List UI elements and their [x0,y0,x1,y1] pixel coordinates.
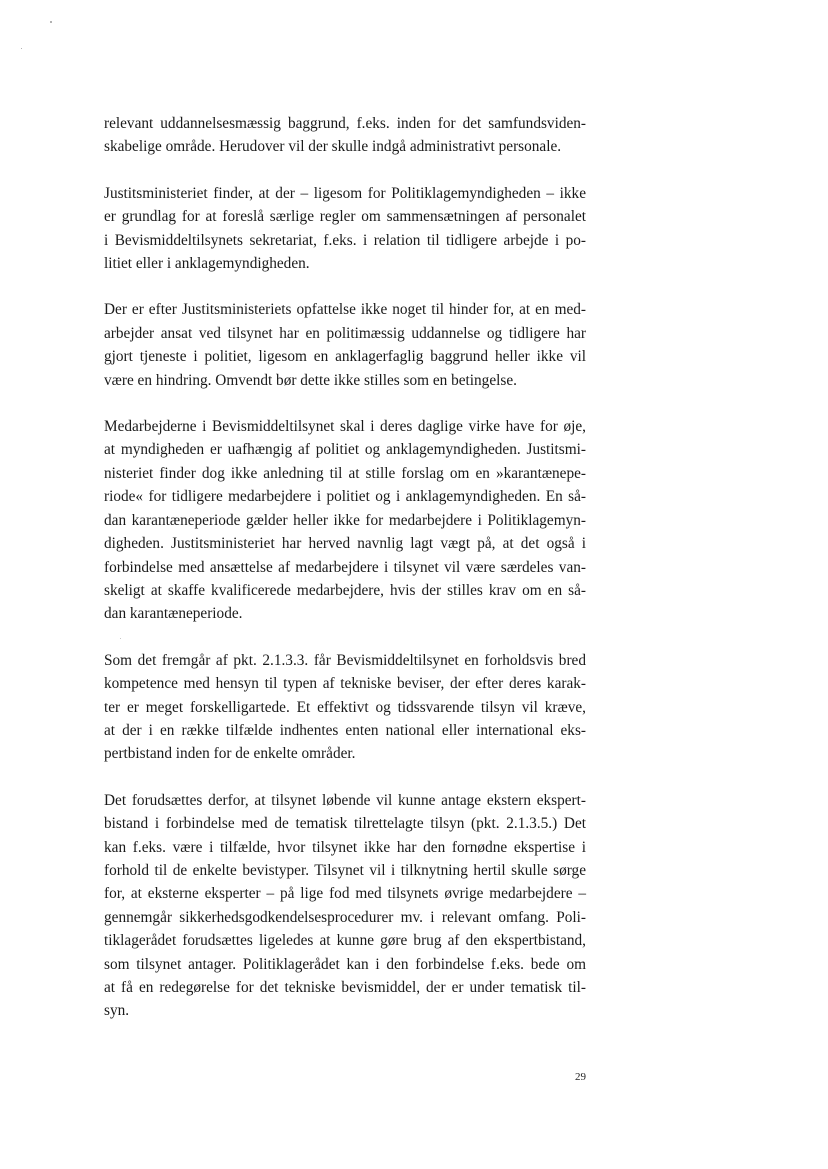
text-line: pertbistand inden for de enkelte områder. [104,745,356,763]
text-line: Som det fremgår af pkt. 2.1.3.3. får Bevismiddeltilsynet en forholdsvis bred [104,651,586,669]
page-number: 29 [575,1071,586,1083]
text-line: dan karantæneperiode. [104,605,243,623]
text-line: skeligt at skaffe kvalificerede medarbejdere, hvis der stilles krav om en så- [104,581,586,599]
text-line: bistand i forbindelse med de tematisk tilrettelagte tilsyn (pkt. 2.1.3.5.) Det [104,815,586,833]
text-line: syn. [104,1002,130,1020]
text-line: Medarbejderne i Bevismiddeltilsynet skal i deres daglige virke have for øje, [104,418,586,436]
text-line: at myndigheden er uafhængig af politiet og anklagemyndigheden. Justitsmi- [104,441,586,459]
text-line: i Bevismiddeltilsynets sekretariat, f.eks. i relation til tidligere arbejde i po- [104,231,586,249]
text-line: Der er efter Justitsministeriets opfattelse ikke noget til hinder for, at en med- [104,301,586,319]
body-text [104,112,586,1046]
text-line: arbejder ansat ved tilsynet har en politimæssig uddannelse og tidligere har [104,324,586,342]
text-line: for, at eksterne eksperter – på lige fod med tilsynets øvrige medarbejdere – [104,885,586,903]
paragraph-1 [104,112,586,159]
text-line: kan f.eks. være i tilfælde, hvor tilsynet ikke har den fornødne ekspertise i [104,838,586,856]
text-line: ter er meget forskelligartede. Et effektivt og tidssvarende tilsyn vil kræve, [104,698,586,716]
text-line: digheden. Justitsministeriet har herved navnlig lagt vægt på, at det også i [104,535,586,553]
text-line: være en hindring. Omvendt bør dette ikke stilles som en betingelse. [104,371,517,389]
text-line: relevant uddannelsesmæssig baggrund, f.eks. inden for det samfundsviden- [104,115,586,132]
text-line: riode« for tidligere medarbejdere i politiet og i anklagemyndigheden. En så- [104,488,586,506]
text-line: tiklagerådet forudsættes ligeledes at kunne gøre brug af den ekspertbistand, [104,932,586,950]
text-line: dan karantæneperiode gælder heller ikke for medarbejdere i Politiklagemyn- [104,511,586,529]
text-line: som tilsynet antager. Politiklagerådet kan i den forbindelse f.eks. bede om [104,955,586,973]
paragraph-6 [104,789,586,1023]
scan-speck [50,21,52,23]
text-line: skabelige område. Herudover vil der skulle indgå administrativt personale. [104,138,562,156]
text-line: forhold til de enkelte bevistyper. Tilsynet vil i tilknytning hertil skulle sørge [104,861,586,879]
text-line: Justitsministeriet finder, at der – ligesom for Politiklagemyndigheden – ikke [104,184,586,202]
text-line: forbindelse med ansættelse af medarbejdere i tilsynet vil være særdeles van- [104,558,586,576]
text-line: er grundlag for at foreslå særlige regler om sammensætningen af personalet [104,208,586,226]
text-line: gennemgår sikkerhedsgodkendelsesprocedurer mv. i relevant omfang. Poli- [104,908,586,926]
text-line: kompetence med hensyn til typen af tekniske beviser, der efter deres karak- [104,675,586,693]
text-line: litiet eller i anklagemyndigheden. [104,255,310,273]
text-line: at få en redegørelse for det tekniske bevismiddel, der er under tematisk til- [104,979,586,996]
paragraph-3 [104,298,586,392]
text-line: Det forudsættes derfor, at tilsynet løbende vil kunne antage ekstern ekspert- [104,791,586,809]
scan-speck [21,48,22,49]
paragraph-5 [104,649,586,766]
text-line: at der i en række tilfælde indhentes enten national eller international eks- [104,721,586,739]
text-line: nisteriet finder dog ikke anledning til at stille forslag om en »karantænepe- [104,464,586,482]
paragraph-4 [104,415,586,626]
paragraph-2 [104,182,586,276]
text-line: gjort tjeneste i politiet, ligesom en anklagerfaglig baggrund heller ikke vil [104,348,586,366]
